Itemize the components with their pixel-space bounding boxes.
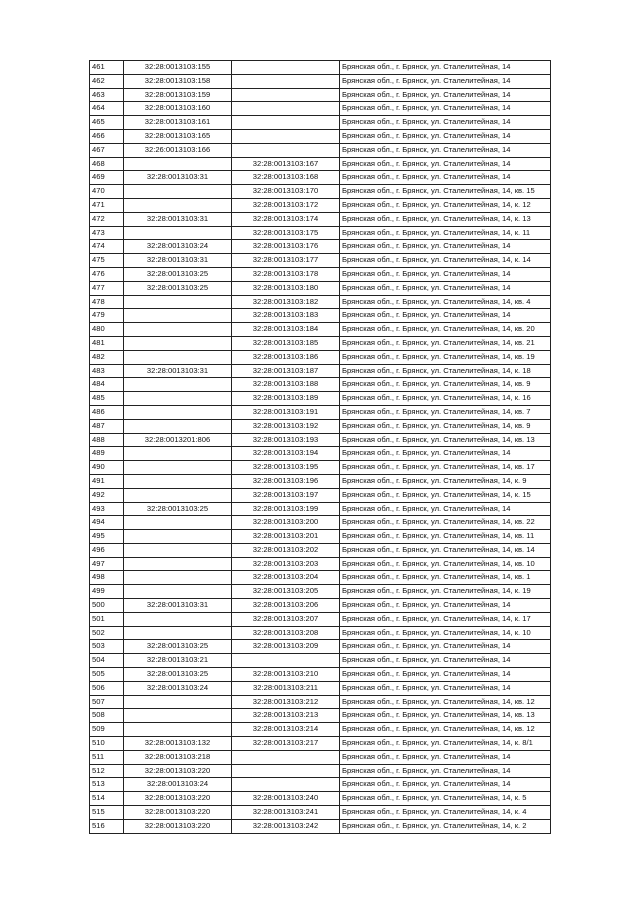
- row-number-cell: 482: [90, 350, 124, 364]
- address-cell: Брянская обл., г. Брянск, ул. Сталелитейная, 14, к. 18: [340, 364, 551, 378]
- object-cadastral-number-cell: 32:28:0013103:172: [232, 198, 340, 212]
- object-cadastral-number-cell: 32:28:0013103:209: [232, 640, 340, 654]
- land-cadastral-number-cell: 32:28:0013103:21: [124, 654, 232, 668]
- address-cell: Брянская обл., г. Брянск, ул. Сталелитейная, 14, кв. 10: [340, 557, 551, 571]
- object-cadastral-number-cell: 32:28:0013103:188: [232, 378, 340, 392]
- land-cadastral-number-cell: [124, 585, 232, 599]
- address-cell: Брянская обл., г. Брянск, ул. Сталелитейная, 14: [340, 129, 551, 143]
- row-number-cell: 489: [90, 447, 124, 461]
- table-row: [90, 61, 551, 75]
- table-row: [90, 530, 551, 544]
- address-cell: Брянская обл., г. Брянск, ул. Сталелитейная, 14, кв. 15: [340, 185, 551, 199]
- address-cell: Брянская обл., г. Брянск, ул. Сталелитейная, 14, кв. 14: [340, 543, 551, 557]
- row-number-cell: 473: [90, 226, 124, 240]
- table-row: [90, 171, 551, 185]
- address-cell: Брянская обл., г. Брянск, ул. Сталелитейная, 14, кв. 7: [340, 405, 551, 419]
- object-cadastral-number-cell: 32:28:0013103:240: [232, 792, 340, 806]
- land-cadastral-number-cell: [124, 461, 232, 475]
- row-number-cell: 500: [90, 599, 124, 613]
- object-cadastral-number-cell: 32:28:0013103:214: [232, 723, 340, 737]
- table-row: [90, 323, 551, 337]
- land-cadastral-number-cell: [124, 543, 232, 557]
- table-row: [90, 309, 551, 323]
- land-cadastral-number-cell: 32:28:0013103:31: [124, 364, 232, 378]
- object-cadastral-number-cell: 32:28:0013103:199: [232, 502, 340, 516]
- land-cadastral-number-cell: [124, 571, 232, 585]
- land-cadastral-number-cell: [124, 336, 232, 350]
- address-cell: Брянская обл., г. Брянск, ул. Сталелитейная, 14: [340, 447, 551, 461]
- land-cadastral-number-cell: [124, 626, 232, 640]
- address-cell: Брянская обл., г. Брянск, ул. Сталелитейная, 14: [340, 281, 551, 295]
- row-number-cell: 481: [90, 336, 124, 350]
- object-cadastral-number-cell: 32:28:0013103:212: [232, 695, 340, 709]
- address-cell: Брянская обл., г. Брянск, ул. Сталелитейная, 14, кв. 12: [340, 695, 551, 709]
- row-number-cell: 512: [90, 764, 124, 778]
- land-cadastral-number-cell: [124, 530, 232, 544]
- object-cadastral-number-cell: 32:28:0013103:176: [232, 240, 340, 254]
- land-cadastral-number-cell: 32:28:0013103:158: [124, 74, 232, 88]
- land-cadastral-number-cell: 32:28:0013103:220: [124, 764, 232, 778]
- row-number-cell: 513: [90, 778, 124, 792]
- object-cadastral-number-cell: 32:28:0013103:200: [232, 516, 340, 530]
- object-cadastral-number-cell: 32:28:0013103:201: [232, 530, 340, 544]
- land-cadastral-number-cell: [124, 709, 232, 723]
- address-cell: Брянская обл., г. Брянск, ул. Сталелитейная, 14, к. 19: [340, 585, 551, 599]
- object-cadastral-number-cell: 32:28:0013103:185: [232, 336, 340, 350]
- table-row: [90, 226, 551, 240]
- table-row: [90, 295, 551, 309]
- row-number-cell: 464: [90, 102, 124, 116]
- table-row: [90, 419, 551, 433]
- object-cadastral-number-cell: 32:28:0013103:184: [232, 323, 340, 337]
- land-cadastral-number-cell: [124, 350, 232, 364]
- table-row: [90, 74, 551, 88]
- table-row: [90, 281, 551, 295]
- land-cadastral-number-cell: 32:28:0013103:220: [124, 819, 232, 833]
- object-cadastral-number-cell: 32:28:0013103:177: [232, 254, 340, 268]
- table-row: [90, 585, 551, 599]
- address-cell: Брянская обл., г. Брянск, ул. Сталелитейная, 14: [340, 116, 551, 130]
- row-number-cell: 487: [90, 419, 124, 433]
- land-cadastral-number-cell: 32:28:0013103:220: [124, 792, 232, 806]
- address-cell: Брянская обл., г. Брянск, ул. Сталелитейная, 14: [340, 267, 551, 281]
- address-cell: Брянская обл., г. Брянск, ул. Сталелитейная, 14, к. 9: [340, 474, 551, 488]
- object-cadastral-number-cell: 32:28:0013103:242: [232, 819, 340, 833]
- address-cell: Брянская обл., г. Брянск, ул. Сталелитейная, 14: [340, 157, 551, 171]
- object-cadastral-number-cell: 32:28:0013103:202: [232, 543, 340, 557]
- address-cell: Брянская обл., г. Брянск, ул. Сталелитейная, 14, к. 13: [340, 212, 551, 226]
- land-cadastral-number-cell: [124, 295, 232, 309]
- object-cadastral-number-cell: 32:28:0013103:186: [232, 350, 340, 364]
- row-number-cell: 465: [90, 116, 124, 130]
- row-number-cell: 511: [90, 750, 124, 764]
- object-cadastral-number-cell: 32:28:0013103:187: [232, 364, 340, 378]
- address-cell: Брянская обл., г. Брянск, ул. Сталелитейная, 14: [340, 502, 551, 516]
- row-number-cell: 479: [90, 309, 124, 323]
- address-cell: Брянская обл., г. Брянск, ул. Сталелитейная, 14, к. 8/1: [340, 737, 551, 751]
- address-cell: Брянская обл., г. Брянск, ул. Сталелитейная, 14, кв. 22: [340, 516, 551, 530]
- object-cadastral-number-cell: 32:28:0013103:204: [232, 571, 340, 585]
- land-cadastral-number-cell: [124, 405, 232, 419]
- row-number-cell: 497: [90, 557, 124, 571]
- land-cadastral-number-cell: 32:28:0013103:25: [124, 668, 232, 682]
- object-cadastral-number-cell: 32:28:0013103:193: [232, 433, 340, 447]
- land-cadastral-number-cell: [124, 157, 232, 171]
- object-cadastral-number-cell: 32:28:0013103:183: [232, 309, 340, 323]
- land-cadastral-number-cell: [124, 447, 232, 461]
- land-cadastral-number-cell: 32:28:0013103:24: [124, 240, 232, 254]
- row-number-cell: 494: [90, 516, 124, 530]
- land-cadastral-number-cell: [124, 516, 232, 530]
- address-cell: Брянская обл., г. Брянск, ул. Сталелитейная, 14, к. 15: [340, 488, 551, 502]
- table-row: [90, 157, 551, 171]
- table-row: [90, 750, 551, 764]
- land-cadastral-number-cell: [124, 557, 232, 571]
- table-row: [90, 447, 551, 461]
- address-cell: Брянская обл., г. Брянск, ул. Сталелитейная, 14, к. 2: [340, 819, 551, 833]
- object-cadastral-number-cell: 32:28:0013103:208: [232, 626, 340, 640]
- row-number-cell: 478: [90, 295, 124, 309]
- land-cadastral-number-cell: [124, 695, 232, 709]
- address-cell: Брянская обл., г. Брянск, ул. Сталелитейная, 14: [340, 640, 551, 654]
- row-number-cell: 498: [90, 571, 124, 585]
- land-cadastral-number-cell: [124, 323, 232, 337]
- land-cadastral-number-cell: [124, 378, 232, 392]
- row-number-cell: 510: [90, 737, 124, 751]
- land-cadastral-number-cell: [124, 392, 232, 406]
- object-cadastral-number-cell: [232, 61, 340, 75]
- table-row: [90, 709, 551, 723]
- address-cell: Брянская обл., г. Брянск, ул. Сталелитейная, 14, кв. 19: [340, 350, 551, 364]
- land-cadastral-number-cell: 32:28:0013201:806: [124, 433, 232, 447]
- table-row: [90, 405, 551, 419]
- row-number-cell: 480: [90, 323, 124, 337]
- land-cadastral-number-cell: 32:28:0013103:161: [124, 116, 232, 130]
- address-cell: Брянская обл., г. Брянск, ул. Сталелитейная, 14: [340, 599, 551, 613]
- object-cadastral-number-cell: 32:28:0013103:167: [232, 157, 340, 171]
- row-number-cell: 493: [90, 502, 124, 516]
- property-registry-table: [89, 60, 551, 834]
- land-cadastral-number-cell: [124, 723, 232, 737]
- land-cadastral-number-cell: 32:28:0013103:25: [124, 502, 232, 516]
- table-row: [90, 364, 551, 378]
- land-cadastral-number-cell: 32:28:0013103:132: [124, 737, 232, 751]
- table-row: [90, 599, 551, 613]
- object-cadastral-number-cell: 32:28:0013103:205: [232, 585, 340, 599]
- address-cell: Брянская обл., г. Брянск, ул. Сталелитейная, 14, кв. 13: [340, 709, 551, 723]
- address-cell: Брянская обл., г. Брянск, ул. Сталелитейная, 14: [340, 143, 551, 157]
- row-number-cell: 501: [90, 612, 124, 626]
- address-cell: Брянская обл., г. Брянск, ул. Сталелитейная, 14, кв. 17: [340, 461, 551, 475]
- object-cadastral-number-cell: 32:28:0013103:213: [232, 709, 340, 723]
- table-row: [90, 185, 551, 199]
- row-number-cell: 503: [90, 640, 124, 654]
- address-cell: Брянская обл., г. Брянск, ул. Сталелитейная, 14: [340, 171, 551, 185]
- address-cell: Брянская обл., г. Брянск, ул. Сталелитейная, 14, к. 4: [340, 806, 551, 820]
- object-cadastral-number-cell: [232, 74, 340, 88]
- row-number-cell: 488: [90, 433, 124, 447]
- row-number-cell: 508: [90, 709, 124, 723]
- land-cadastral-number-cell: [124, 309, 232, 323]
- table-row: [90, 543, 551, 557]
- object-cadastral-number-cell: 32:28:0013103:196: [232, 474, 340, 488]
- address-cell: Брянская обл., г. Брянск, ул. Сталелитейная, 14: [340, 778, 551, 792]
- row-number-cell: 461: [90, 61, 124, 75]
- address-cell: Брянская обл., г. Брянск, ул. Сталелитейная, 14, кв. 13: [340, 433, 551, 447]
- row-number-cell: 471: [90, 198, 124, 212]
- object-cadastral-number-cell: 32:28:0013103:170: [232, 185, 340, 199]
- land-cadastral-number-cell: 32:28:0013103:25: [124, 267, 232, 281]
- row-number-cell: 499: [90, 585, 124, 599]
- object-cadastral-number-cell: 32:28:0013103:191: [232, 405, 340, 419]
- object-cadastral-number-cell: [232, 750, 340, 764]
- table-row: [90, 723, 551, 737]
- address-cell: Брянская обл., г. Брянск, ул. Сталелитейная, 14: [340, 74, 551, 88]
- table-row: [90, 668, 551, 682]
- row-number-cell: 509: [90, 723, 124, 737]
- address-cell: Брянская обл., г. Брянск, ул. Сталелитейная, 14: [340, 764, 551, 778]
- object-cadastral-number-cell: 32:28:0013103:211: [232, 681, 340, 695]
- address-cell: Брянская обл., г. Брянск, ул. Сталелитейная, 14, к. 5: [340, 792, 551, 806]
- table-row: [90, 240, 551, 254]
- row-number-cell: 474: [90, 240, 124, 254]
- table-row: [90, 212, 551, 226]
- row-number-cell: 475: [90, 254, 124, 268]
- row-number-cell: 462: [90, 74, 124, 88]
- land-cadastral-number-cell: 32:28:0013103:31: [124, 254, 232, 268]
- object-cadastral-number-cell: 32:28:0013103:241: [232, 806, 340, 820]
- object-cadastral-number-cell: 32:28:0013103:168: [232, 171, 340, 185]
- object-cadastral-number-cell: 32:28:0013103:206: [232, 599, 340, 613]
- address-cell: Брянская обл., г. Брянск, ул. Сталелитейная, 14, кв. 12: [340, 723, 551, 737]
- address-cell: Брянская обл., г. Брянск, ул. Сталелитейная, 14: [340, 240, 551, 254]
- row-number-cell: 484: [90, 378, 124, 392]
- address-cell: Брянская обл., г. Брянск, ул. Сталелитейная, 14, кв. 4: [340, 295, 551, 309]
- address-cell: Брянская обл., г. Брянск, ул. Сталелитейная, 14: [340, 309, 551, 323]
- object-cadastral-number-cell: [232, 116, 340, 130]
- row-number-cell: 496: [90, 543, 124, 557]
- address-cell: Брянская обл., г. Брянск, ул. Сталелитейная, 14, к. 17: [340, 612, 551, 626]
- table-row: [90, 474, 551, 488]
- address-cell: Брянская обл., г. Брянск, ул. Сталелитейная, 14: [340, 102, 551, 116]
- table-row: [90, 254, 551, 268]
- row-number-cell: 504: [90, 654, 124, 668]
- address-cell: Брянская обл., г. Брянск, ул. Сталелитейная, 14: [340, 750, 551, 764]
- table-row: [90, 626, 551, 640]
- land-cadastral-number-cell: [124, 185, 232, 199]
- land-cadastral-number-cell: 32:28:0013103:160: [124, 102, 232, 116]
- land-cadastral-number-cell: [124, 612, 232, 626]
- object-cadastral-number-cell: 32:28:0013103:175: [232, 226, 340, 240]
- object-cadastral-number-cell: 32:28:0013103:194: [232, 447, 340, 461]
- table-row: [90, 392, 551, 406]
- table-row: [90, 350, 551, 364]
- table-row: [90, 267, 551, 281]
- object-cadastral-number-cell: 32:28:0013103:178: [232, 267, 340, 281]
- table-row: [90, 806, 551, 820]
- land-cadastral-number-cell: [124, 488, 232, 502]
- land-cadastral-number-cell: [124, 226, 232, 240]
- table-row: [90, 502, 551, 516]
- object-cadastral-number-cell: 32:28:0013103:217: [232, 737, 340, 751]
- table-row: [90, 764, 551, 778]
- object-cadastral-number-cell: [232, 778, 340, 792]
- row-number-cell: 469: [90, 171, 124, 185]
- object-cadastral-number-cell: 32:28:0013103:207: [232, 612, 340, 626]
- land-cadastral-number-cell: 32:28:0013103:25: [124, 640, 232, 654]
- land-cadastral-number-cell: 32:28:0013103:218: [124, 750, 232, 764]
- object-cadastral-number-cell: 32:28:0013103:180: [232, 281, 340, 295]
- address-cell: Брянская обл., г. Брянск, ул. Сталелитейная, 14, кв. 9: [340, 378, 551, 392]
- row-number-cell: 492: [90, 488, 124, 502]
- object-cadastral-number-cell: [232, 102, 340, 116]
- land-cadastral-number-cell: [124, 198, 232, 212]
- table-row: [90, 737, 551, 751]
- table-row: [90, 819, 551, 833]
- object-cadastral-number-cell: 32:28:0013103:197: [232, 488, 340, 502]
- land-cadastral-number-cell: 32:28:0013103:24: [124, 681, 232, 695]
- table-row: [90, 571, 551, 585]
- row-number-cell: 490: [90, 461, 124, 475]
- address-cell: Брянская обл., г. Брянск, ул. Сталелитейная, 14: [340, 61, 551, 75]
- object-cadastral-number-cell: 32:28:0013103:189: [232, 392, 340, 406]
- table-row: [90, 516, 551, 530]
- address-cell: Брянская обл., г. Брянск, ул. Сталелитейная, 14, кв. 11: [340, 530, 551, 544]
- address-cell: Брянская обл., г. Брянск, ул. Сталелитейная, 14, кв. 9: [340, 419, 551, 433]
- object-cadastral-number-cell: [232, 88, 340, 102]
- object-cadastral-number-cell: [232, 764, 340, 778]
- table-row: [90, 433, 551, 447]
- row-number-cell: 502: [90, 626, 124, 640]
- table-row: [90, 378, 551, 392]
- object-cadastral-number-cell: 32:28:0013103:210: [232, 668, 340, 682]
- row-number-cell: 491: [90, 474, 124, 488]
- address-cell: Брянская обл., г. Брянск, ул. Сталелитейная, 14: [340, 681, 551, 695]
- object-cadastral-number-cell: [232, 129, 340, 143]
- row-number-cell: 485: [90, 392, 124, 406]
- address-cell: Брянская обл., г. Брянск, ул. Сталелитейная, 14: [340, 654, 551, 668]
- table-row: [90, 102, 551, 116]
- row-number-cell: 472: [90, 212, 124, 226]
- table-row: [90, 461, 551, 475]
- land-cadastral-number-cell: [124, 419, 232, 433]
- address-cell: Брянская обл., г. Брянск, ул. Сталелитейная, 14, кв. 1: [340, 571, 551, 585]
- object-cadastral-number-cell: 32:28:0013103:195: [232, 461, 340, 475]
- object-cadastral-number-cell: 32:28:0013103:203: [232, 557, 340, 571]
- table-row: [90, 640, 551, 654]
- address-cell: Брянская обл., г. Брянск, ул. Сталелитейная, 14: [340, 88, 551, 102]
- table-row: [90, 695, 551, 709]
- row-number-cell: 495: [90, 530, 124, 544]
- address-cell: Брянская обл., г. Брянск, ул. Сталелитейная, 14: [340, 668, 551, 682]
- object-cadastral-number-cell: 32:28:0013103:174: [232, 212, 340, 226]
- land-cadastral-number-cell: 32:28:0013103:31: [124, 212, 232, 226]
- land-cadastral-number-cell: 32:28:0013103:220: [124, 806, 232, 820]
- address-cell: Брянская обл., г. Брянск, ул. Сталелитейная, 14, к. 11: [340, 226, 551, 240]
- address-cell: Брянская обл., г. Брянск, ул. Сталелитейная, 14, кв. 20: [340, 323, 551, 337]
- land-cadastral-number-cell: [124, 474, 232, 488]
- table-row: [90, 88, 551, 102]
- row-number-cell: 468: [90, 157, 124, 171]
- table-row: [90, 792, 551, 806]
- row-number-cell: 483: [90, 364, 124, 378]
- table-row: [90, 557, 551, 571]
- row-number-cell: 477: [90, 281, 124, 295]
- object-cadastral-number-cell: 32:28:0013103:182: [232, 295, 340, 309]
- table-row: [90, 129, 551, 143]
- table-row: [90, 612, 551, 626]
- land-cadastral-number-cell: 32:28:0013103:165: [124, 129, 232, 143]
- row-number-cell: 505: [90, 668, 124, 682]
- table-row: [90, 681, 551, 695]
- row-number-cell: 476: [90, 267, 124, 281]
- table-row: [90, 336, 551, 350]
- land-cadastral-number-cell: 32:28:0013103:159: [124, 88, 232, 102]
- row-number-cell: 463: [90, 88, 124, 102]
- address-cell: Брянская обл., г. Брянск, ул. Сталелитейная, 14, к. 16: [340, 392, 551, 406]
- object-cadastral-number-cell: [232, 654, 340, 668]
- row-number-cell: 470: [90, 185, 124, 199]
- row-number-cell: 506: [90, 681, 124, 695]
- object-cadastral-number-cell: [232, 143, 340, 157]
- address-cell: Брянская обл., г. Брянск, ул. Сталелитейная, 14, к. 12: [340, 198, 551, 212]
- land-cadastral-number-cell: 32:26:0013103:166: [124, 143, 232, 157]
- row-number-cell: 486: [90, 405, 124, 419]
- address-cell: Брянская обл., г. Брянск, ул. Сталелитейная, 14, к. 10: [340, 626, 551, 640]
- address-cell: Брянская обл., г. Брянск, ул. Сталелитейная, 14, кв. 21: [340, 336, 551, 350]
- registry-table-body: [90, 61, 551, 834]
- land-cadastral-number-cell: 32:28:0013103:25: [124, 281, 232, 295]
- table-row: [90, 778, 551, 792]
- table-row: [90, 198, 551, 212]
- row-number-cell: 515: [90, 806, 124, 820]
- table-row: [90, 654, 551, 668]
- row-number-cell: 467: [90, 143, 124, 157]
- row-number-cell: 466: [90, 129, 124, 143]
- land-cadastral-number-cell: 32:28:0013103:31: [124, 599, 232, 613]
- land-cadastral-number-cell: 32:28:0013103:155: [124, 61, 232, 75]
- land-cadastral-number-cell: 32:28:0013103:31: [124, 171, 232, 185]
- row-number-cell: 507: [90, 695, 124, 709]
- table-row: [90, 488, 551, 502]
- row-number-cell: 516: [90, 819, 124, 833]
- address-cell: Брянская обл., г. Брянск, ул. Сталелитейная, 14, к. 14: [340, 254, 551, 268]
- table-row: [90, 116, 551, 130]
- table-row: [90, 143, 551, 157]
- land-cadastral-number-cell: 32:28:0013103:24: [124, 778, 232, 792]
- object-cadastral-number-cell: 32:28:0013103:192: [232, 419, 340, 433]
- row-number-cell: 514: [90, 792, 124, 806]
